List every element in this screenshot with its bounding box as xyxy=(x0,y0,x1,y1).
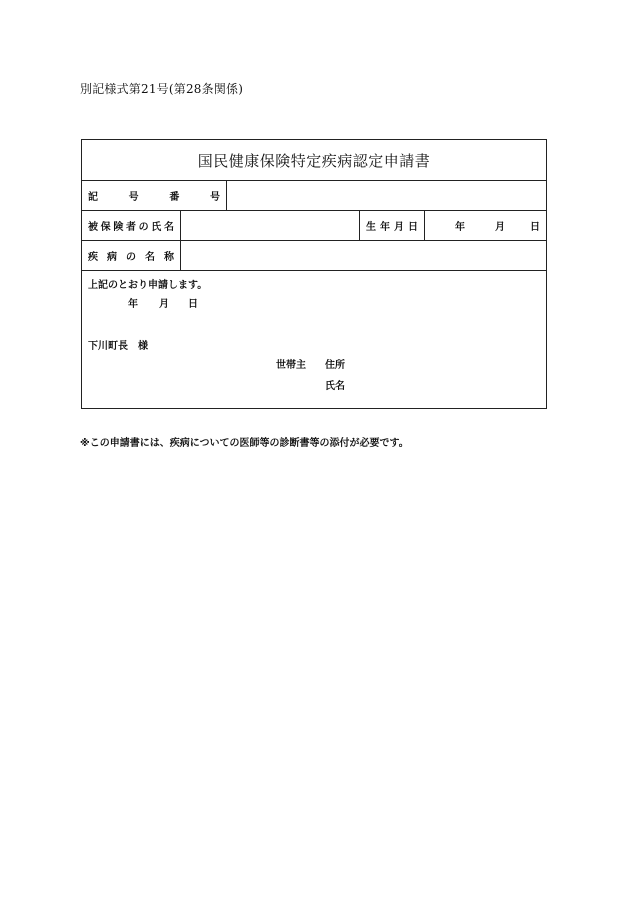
label-char: 生 xyxy=(366,221,376,233)
label-char: 保 xyxy=(100,221,111,233)
label-char: 日 xyxy=(408,221,418,233)
label-char: 者 xyxy=(125,221,136,233)
insured-name-label xyxy=(82,210,180,240)
disease-name-label xyxy=(82,240,180,270)
form-number-note: 別記様式第21号(第28条関係) xyxy=(80,82,244,96)
symbol-number-field[interactable] xyxy=(227,180,546,210)
application-body xyxy=(82,270,546,408)
label-char: 年 xyxy=(380,221,390,233)
label-char: 号 xyxy=(128,191,139,203)
footnote: ※この申請書には、疾病についての医師等の診断書等の添付が必要です。 xyxy=(80,438,409,449)
disease-name-row xyxy=(82,240,546,271)
address-label: 住所 xyxy=(325,360,345,371)
birth-date-field[interactable] xyxy=(425,210,546,240)
insured-name-field[interactable] xyxy=(181,210,358,240)
householder-label: 世帯主 xyxy=(276,360,306,371)
label-char: 名 xyxy=(163,221,174,233)
symbol-number-label xyxy=(82,180,226,210)
date-year: 年 xyxy=(128,299,138,310)
label-char: 月 xyxy=(394,221,404,233)
disease-name-field[interactable] xyxy=(181,240,546,270)
statement-text: 上記のとおり申請します。 xyxy=(88,280,208,291)
label-char: 名 xyxy=(145,251,155,263)
symbol-number-row xyxy=(82,180,546,211)
label-char: 称 xyxy=(164,251,174,263)
date-day: 日 xyxy=(188,299,198,310)
label-char: 氏 xyxy=(151,221,162,233)
insured-name-row xyxy=(82,210,546,241)
application-form xyxy=(81,139,547,409)
addressee: 下川町長 様 xyxy=(88,341,148,352)
month-unit: 月 xyxy=(495,221,505,233)
label-char: 号 xyxy=(209,191,220,203)
label-char: 番 xyxy=(169,191,180,203)
label-char: 記 xyxy=(88,191,98,203)
year-unit: 年 xyxy=(455,221,465,233)
label-char: 疾 xyxy=(88,251,98,263)
label-char: 険 xyxy=(113,221,124,233)
label-char: 被 xyxy=(88,221,98,233)
birth-date-label xyxy=(360,210,424,240)
name-label: 氏名 xyxy=(325,381,345,392)
label-char: の xyxy=(138,221,149,233)
label-char: の xyxy=(126,251,136,263)
form-title: 国民健康保険特定疾病認定申請書 xyxy=(82,140,546,181)
day-unit: 日 xyxy=(530,221,540,233)
label-char: 病 xyxy=(107,251,117,263)
date-month: 月 xyxy=(159,299,169,310)
